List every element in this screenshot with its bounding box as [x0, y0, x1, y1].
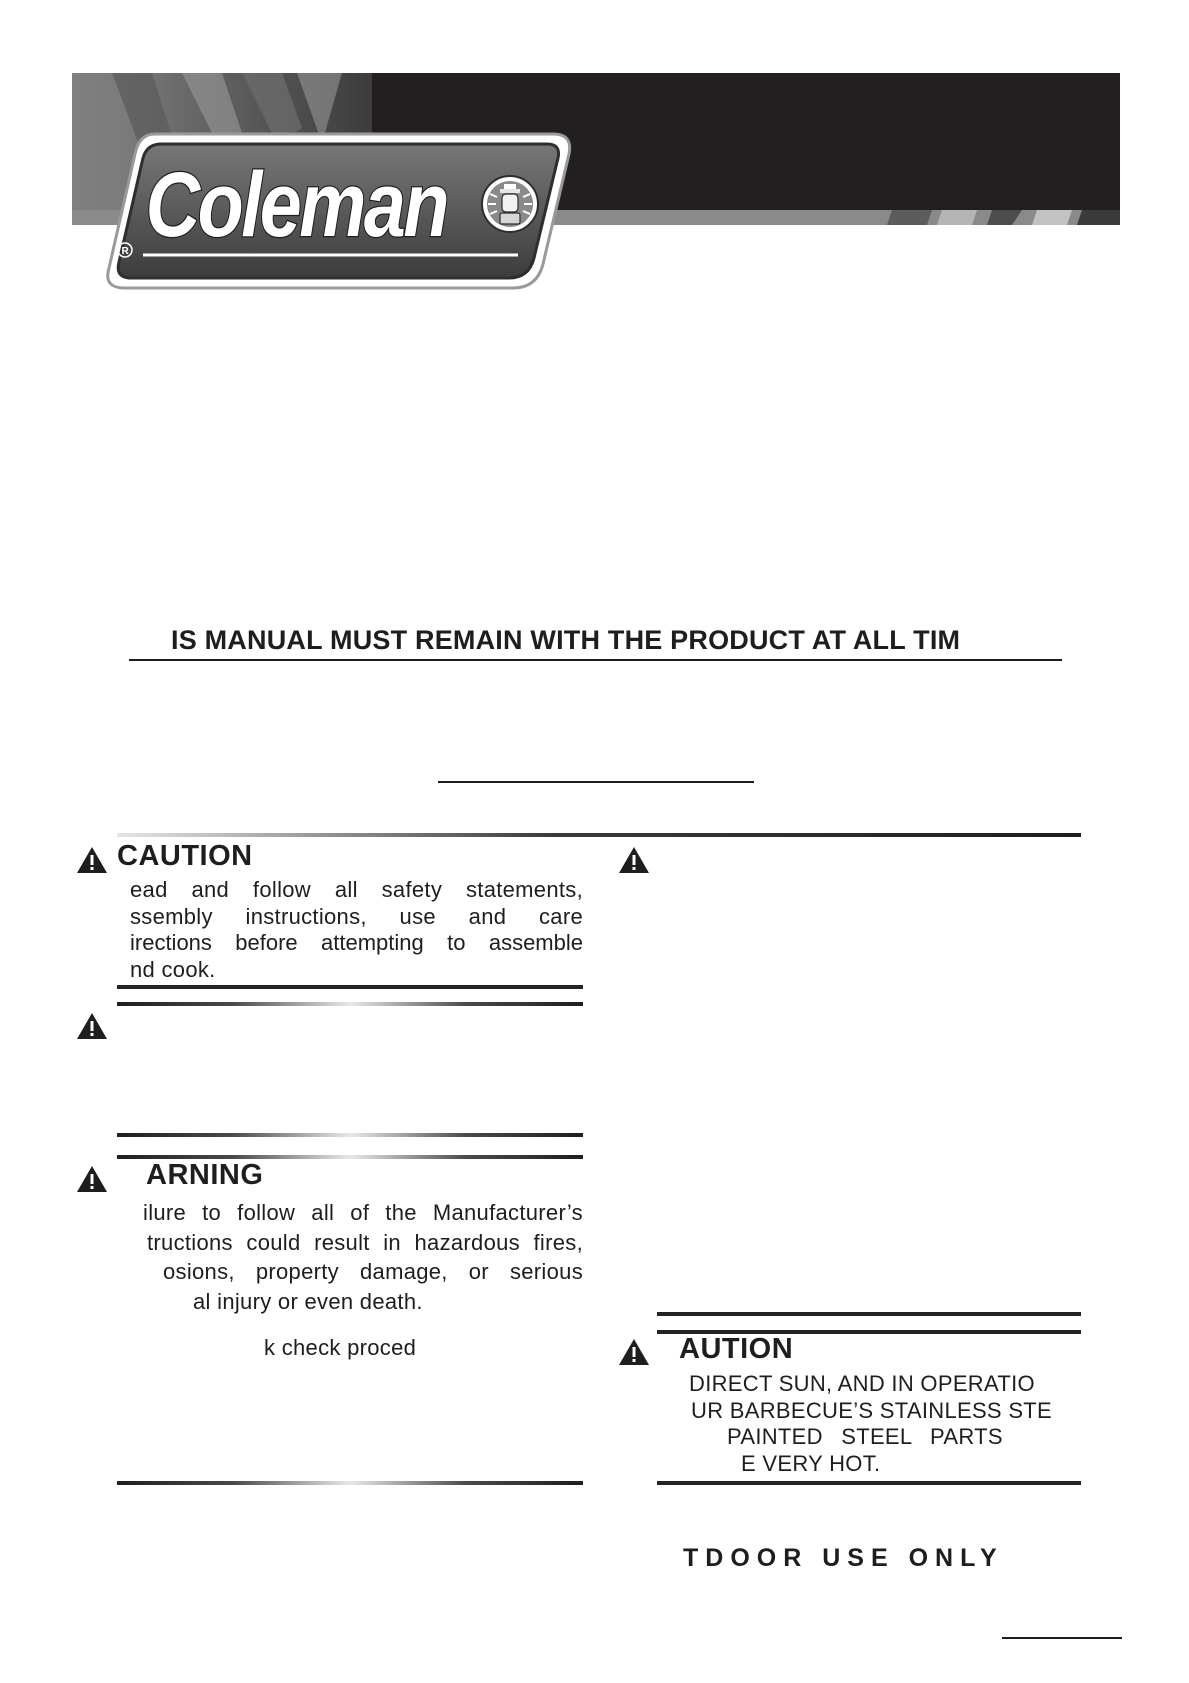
caution-line-4: nd cook.	[130, 956, 216, 982]
coleman-logo	[103, 132, 575, 292]
caution-heading-right: AUTION	[679, 1333, 794, 1365]
caution-body-left	[130, 877, 583, 983]
warning-body	[143, 1198, 583, 1316]
section-top-rule	[117, 833, 1081, 837]
block2-bottom-rule	[117, 1133, 583, 1137]
hot-parts-line-2: UR BARBECUE’S STAINLESS STE	[691, 1397, 1053, 1423]
caution-body-right	[689, 1371, 1052, 1477]
block2-top-rule	[117, 1002, 583, 1006]
lantern-icon	[482, 176, 538, 232]
caution-line-3: irections before attempting to assemble	[130, 930, 583, 955]
warning-line-1: ilure to follow all of the Manufacturer’s	[143, 1200, 583, 1225]
retention-underline	[129, 659, 1062, 661]
short-divider	[438, 781, 754, 783]
caution-heading-left: CAUTION	[117, 840, 253, 872]
logo-wordmark: Coleman	[145, 152, 447, 256]
retention-notice: IS MANUAL MUST REMAIN WITH THE PRODUCT AT ALL TIM	[171, 625, 961, 655]
caution-bottom-rule	[117, 985, 583, 989]
outdoor-use-notice: TDOOR USE ONLY	[683, 1544, 1004, 1572]
warning-triangle-icon	[618, 1338, 650, 1366]
leak-check-text: k check proced	[264, 1335, 417, 1360]
hot-parts-line-4: E VERY HOT.	[741, 1450, 881, 1476]
svg-text:R: R	[121, 246, 129, 257]
page-footer-rule	[1002, 1637, 1122, 1639]
warning-triangle-icon	[76, 1165, 108, 1193]
hot-parts-line-3: PAINTED STEEL PARTS	[727, 1424, 1003, 1449]
warning-line-2: tructions could result in hazardous fires,	[147, 1229, 583, 1255]
warning-triangle-icon	[76, 1012, 108, 1040]
right-block-bottom-rule	[657, 1312, 1081, 1316]
warning-triangle-icon	[618, 846, 650, 874]
warning-line-3: osions, property damage, or serious	[163, 1259, 583, 1284]
right-caution-bottom-rule	[657, 1481, 1081, 1485]
caution-line-2: ssembly instructions, use and care	[130, 903, 583, 929]
hot-parts-line-1: DIRECT SUN, AND IN OPERATIO	[689, 1371, 1035, 1396]
warning-bottom-rule	[117, 1481, 583, 1485]
warning-triangle-icon	[76, 846, 108, 874]
warning-line-4: al injury or even death.	[193, 1288, 423, 1314]
warning-heading: ARNING	[146, 1159, 264, 1191]
caution-line-1: ead and follow all safety statements,	[130, 877, 583, 902]
